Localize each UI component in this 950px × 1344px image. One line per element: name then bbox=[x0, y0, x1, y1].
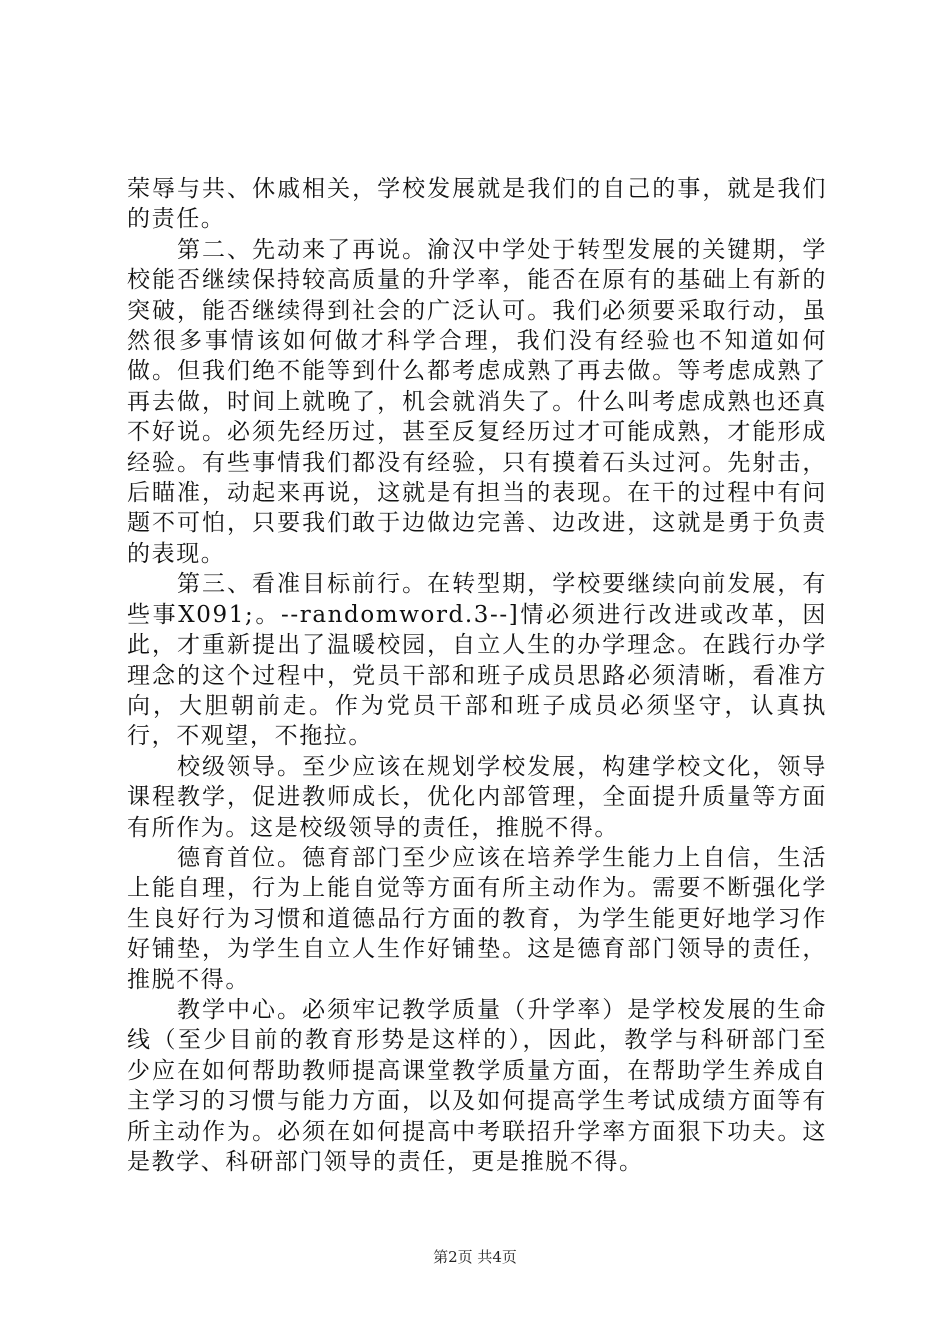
paragraph-moral-education: 德育首位。德育部门至少应该在培养学生能力上自信，生活上能自理，行为上能自觉等方面有所主动作为。需要不断强化学生良好行为习惯和道德品行方面的教育，为学生能更好地学习作好铺垫，为学生自立人生作好铺垫。这是德育部门领导的责任，推脱不得。 bbox=[127, 844, 827, 993]
document-body bbox=[127, 174, 827, 1177]
paragraph-aim-forward: 第三、看准目标前行。在转型期，学校要继续向前发展，有些事X091;。--randomword.3--]情必须进行改进或改革，因此，才重新提出了温暖校园，自立人生的办学理念。在践行办学理念的这个过程中，党员干部和班子成员思路必须清晰，看准方向，大胆朝前走。作为党员干部和班子成员必须坚守，认真执行，不观望，不拖拉。 bbox=[127, 571, 827, 750]
paragraph-continuation: 荣辱与共、休戚相关，学校发展就是我们的自己的事，就是我们的责任。 bbox=[127, 176, 827, 233]
paragraph-act-first: 第二、先动来了再说。渝汉中学处于转型发展的关键期，学校能否继续保持较高质量的升学率，能否在原有的基础上有新的突破，能否继续得到社会的广泛认可。我们必须要采取行动，虽然很多事情该如何做才科学合理，我们没有经验也不知道如何做。但我们绝不能等到什么都考虑成熟了再去做。等考虑成熟了再去做，时间上就晚了，机会就消失了。什么叫考虑成熟也还真不好说。必须先经历过，甚至反复经历过才可能成熟，才能形成经验。有些事情我们都没有经验，只有摸着石头过河。先射击，后瞄准，动起来再说，这就是有担当的表现。在干的过程中有问题不可怕，只要我们敢于边做边完善、边改进，这就是勇于负责的表现。 bbox=[127, 236, 827, 567]
paragraph-school-leadership: 校级领导。至少应该在规划学校发展，构建学校文化，领导课程教学，促进教师成长，优化内部管理，全面提升质量等方面有所作为。这是校级领导的责任，推脱不得。 bbox=[127, 753, 827, 841]
paragraph-teaching-center: 教学中心。必须牢记教学质量（升学率）是学校发展的生命线（至少目前的教育形势是这样的），因此，教学与科研部门至少应在如何帮助教师提高课堂教学质量方面，在帮助学生养成自主学习的习惯与能力方面，以及如何提高学生考试成绩方面等有所主动作为。必须在如何提高中考联招升学率方面狠下功夫。这是教学、科研部门领导的责任，更是推脱不得。 bbox=[127, 996, 827, 1175]
page-number-footer: 第2页 共4页 bbox=[433, 1248, 517, 1266]
